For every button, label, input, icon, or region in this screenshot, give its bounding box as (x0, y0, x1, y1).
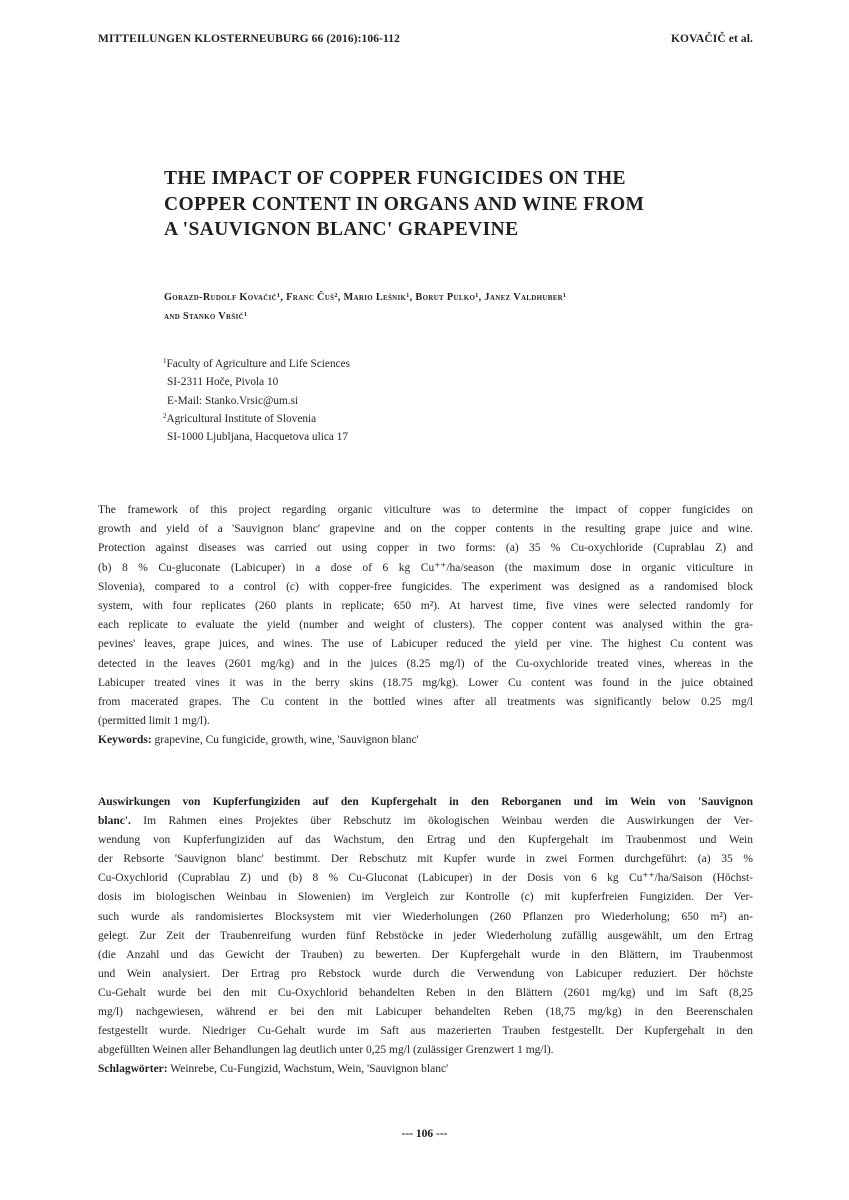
abstract-line: Labicuper treated vines it was in the berry skins (18.75 mg/kg). Lower Cu content was found in the juice obtained (98, 676, 753, 689)
author-list (164, 288, 764, 326)
author-short: KOVAČIČ et al. (670, 33, 753, 45)
keywords-text: Weinrebe, Cu-Fungizid, Wachstum, Wein, 'Sauvignon blanc' (167, 1063, 449, 1076)
keywords (98, 731, 753, 750)
abstract-line: Cu-Oxychlorid (Cuprablau Z) und (b) 8 % Cu-Gluconat (Labicuper) in der Dosis von 6 kg Cu⁺⁺/ha/Saison (Höchst- (98, 872, 753, 885)
title-line: COPPER CONTENT IN ORGANS AND WINE FROM (164, 193, 645, 215)
abstract-line: (permitted limit 1 mg/l). (98, 715, 210, 728)
keywords-label: Schlagwörter: (98, 1063, 168, 1076)
affiliation-text: Agricultural Institute of Slovenia (166, 412, 317, 425)
abstract-line: pevines' leaves, grape juices, and wines. The use of Labicuper reduced the yield per vine. The highest Cu content was (98, 638, 753, 651)
running-head (98, 33, 753, 49)
abstract-line: detected in the leaves (2601 mg/kg) and in the juices (8.25 mg/l) of the Cu-oxychloride treated vines, whereas in the (98, 657, 753, 670)
abstract-line: Protection against diseases was carried out using copper in two forms: (a) 35 % Cu-oxychloride (Cuprablau Z) and (98, 542, 753, 555)
author-line: Gorazd-Rudolf Kovačič¹, Franc Čuš², Mario Lešnik¹, Borut Pulko¹, Janez Valdhuber¹ (164, 292, 567, 303)
german-title-end: blanc'. (98, 815, 131, 828)
abstract-text: Im Rahmen eines Projektes über Rebschutz im ökologischen Weinbau werden die Auswirkungen der Ver- (130, 815, 753, 828)
affiliation-email: E-Mail: Stanko.Vrsic@um.si (167, 394, 299, 407)
abstract-line: mg/l) nachgewiesen, während er bei den mit Labicuper behandelten Reben (18,75 mg/kg) in den Beerenschalen (98, 1006, 753, 1019)
abstract-line: der Rebsorte 'Sauvignon blanc' bestimmt. Der Rebschutz mit Kupfer wurde in zwei Formen durchgeführt: (a) 35 % (98, 853, 753, 866)
abstract-line: The framework of this project regarding organic viticulture was to determine the impact of copper fungicides on (98, 504, 753, 516)
abstract-line: system, with four replicates (260 plants in replicate; 650 m²). At harvest time, five vines were selected randomly for (98, 600, 753, 613)
abstract-line: wendung von Kupferfungiziden auf das Wachstum, den Ertrag und den Kupfergehalt im Traubenmost und Wein (98, 834, 753, 847)
abstract-line: abgefüllten Weinen aller Behandlungen lag deutlich unter 0,25 mg/l (zulässiger Grenzwert 1 mg/l). (98, 1044, 554, 1057)
abstract-line: (die Anzahl und das Gewicht der Trauben) zu bewerten. Der Kupfergehalt wurde in den Blättern, im Traubenmost (98, 948, 753, 961)
title-line: A 'SAUVIGNON BLANC' GRAPEVINE (164, 219, 519, 240)
keywords (98, 1060, 753, 1079)
affiliation-text: Faculty of Agriculture and Life Sciences (166, 358, 351, 370)
german-title-line: Auswirkungen von Kupferfungiziden auf den Kupfergehalt in den Reborganen und im Wein von 'Sauvignon (98, 796, 753, 808)
abstract-line: from macerated grapes. The Cu content in the bottled wines after all treatments was significantly below 0.25 mg/l (98, 696, 753, 709)
journal-citation: MITTEILUNGEN KLOSTERNEUBURG 66 (2016):106-112 (98, 33, 400, 45)
affiliation-mark: 2 (163, 411, 167, 420)
abstract-line: festgestellt wurde. Niedriger Cu-Gehalt wurde im Saft aus mazerierten Trauben festgestellt. Der Kupfergehalt in den (98, 1025, 753, 1038)
affiliation-mark: 1 (163, 357, 167, 365)
page-number: --- 106 --- (401, 1128, 448, 1140)
affiliations (163, 355, 563, 446)
paper-title (164, 166, 764, 243)
author-line: and Stanko Vršič¹ (164, 311, 248, 322)
title-line: THE IMPACT OF COPPER FUNGICIDES ON THE (164, 168, 626, 189)
affiliation-line (163, 410, 563, 428)
abstract-line: gelegt. Zur Zeit der Traubenreifung wurden fünf Rebstöcke in jeder Wiederholung zufällig ausgewählt, um den Ertrag (98, 929, 753, 942)
abstract-line: (b) 8 % Cu-gluconate (Labicuper) in a dose of 6 kg Cu⁺⁺/ha/season (the maximum dose in organic viticulture in (98, 561, 753, 574)
abstract-line: such wurde als randomisiertes Blocksystem mit vier Wiederholungen (260 Pflanzen pro Wiederholung; 650 m²) an- (98, 910, 753, 923)
abstract-line: growth and yield of a 'Sauvignon blanc' grapevine and on the copper contents in the resulting grape juice and wine. (98, 523, 753, 536)
abstract-line: und Wein analysiert. Der Ertrag pro Rebstock wurde durch die Verwendung von Labicuper reduziert. Der höchste (98, 967, 753, 980)
abstract-line (98, 812, 753, 831)
affiliation-line: SI-1000 Ljubljana, Hacquetova ulica 17 (167, 431, 349, 444)
abstract-line: Cu-Gehalt wurde bei den mit Cu-Oxychlorid behandelten Reben in den Blättern (2601 mg/kg) und im Saft (8,25 (98, 986, 753, 999)
abstract-english (98, 501, 753, 751)
abstract-line: each replicate to evaluate the yield (number and weight of clusters). The copper content was analysed within the gra- (98, 619, 753, 632)
keywords-label: Keywords: (98, 734, 152, 747)
affiliation-line: SI-2311 Hoče, Pivola 10 (167, 376, 279, 389)
affiliation-line (163, 355, 563, 373)
abstract-german (98, 793, 753, 1079)
abstract-line: dosis im biologischen Weinbau in Slowenien) im Vergleich zur Kontrolle (c) mit kupferfreien Fungiziden. Der Ver- (98, 891, 753, 904)
abstract-line: Slovenia), compared to a control (c) with copper-free fungicides. The experiment was designed as a randomised block (98, 580, 753, 593)
keywords-text: grapevine, Cu fungicide, growth, wine, 'Sauvignon blanc' (151, 734, 419, 747)
